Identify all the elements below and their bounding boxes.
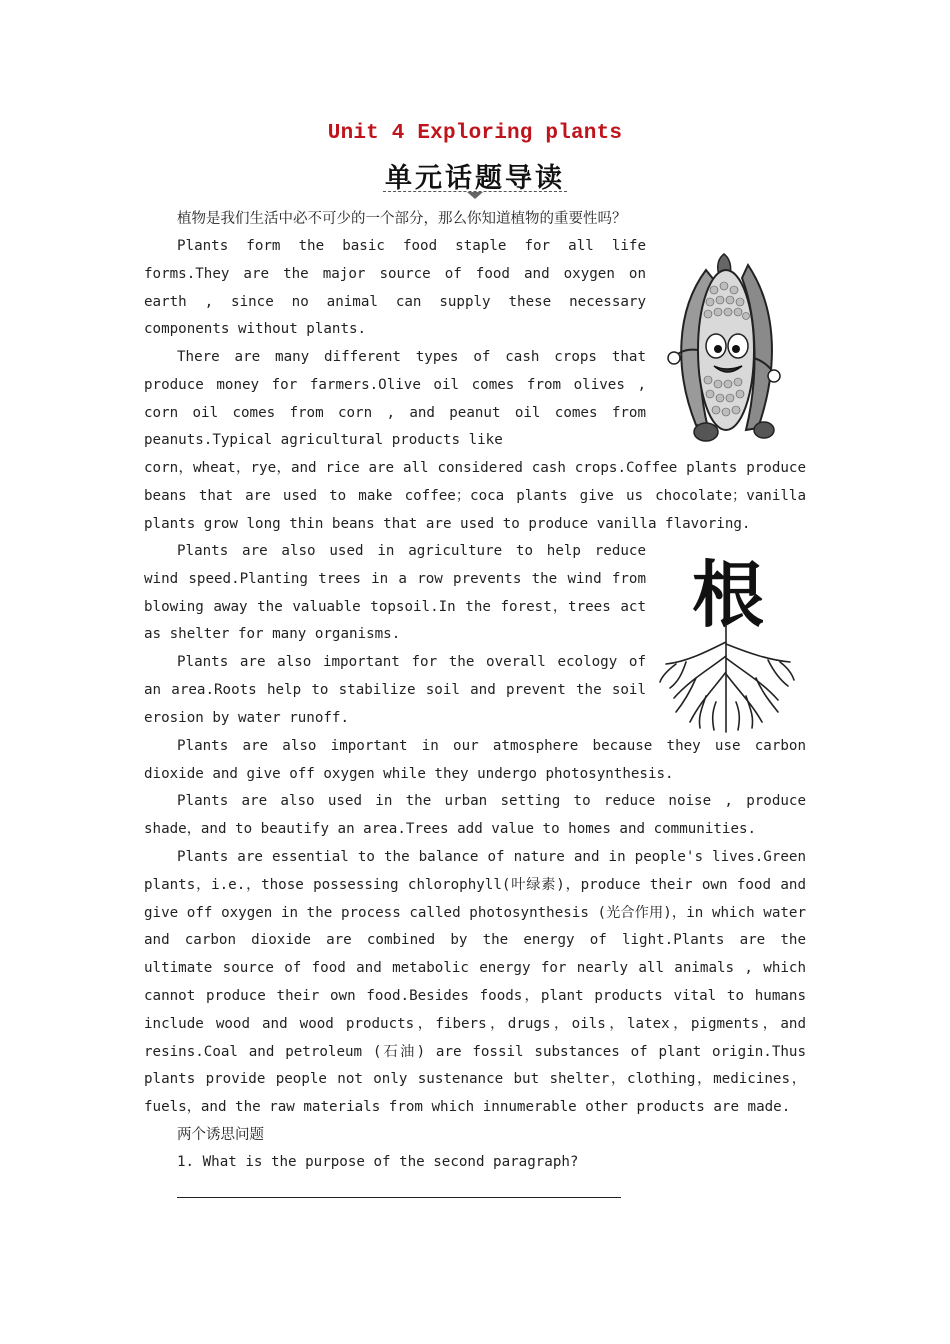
section-heading-text: 单元话题导读	[385, 163, 565, 194]
paragraph-7: Plants are essential to the balance of nature and in people's lives.Green plants，i.e.，those possessing chlorophyll(叶绿素)，produce their own food and give off oxygen in the process called photosynthesis (光合作用)，in which water and carbon dioxide are combined by the energy of light.Plants are the ultimate source of food and metabolic energy for nearly all animals , which cannot produce their own food.Besides foods，plant products vital to humans include wood and wood products，fibers，drugs，oils，latex，pigments，and resins.Coal and petroleum (石油) are fossil substances of plant origin.Thus plants provide people not only sustenance but shelter，clothing，medicines，fuels，and the raw materials from which innumerable other products are made.	[144, 849, 806, 1116]
paragraph-5: Plants are also important in our atmosphere because they use carbon dioxide and give off oxygen while they undergo photosynthesis.	[144, 738, 806, 782]
paragraph-1: Plants form the basic food staple for all life forms.They are the major source of food and oxygen on earth , since no animal can supply these necessary components without plants.	[144, 238, 646, 338]
paragraph-3: Plants are also used in agriculture to help reduce wind speed.Planting trees in a row prevents the wind from blowing away the valuable topsoil.In the forest，trees act as shelter for many organisms.	[144, 543, 646, 643]
paragraph-2-top: There are many different types of cash crops that produce money for farmers.Olive oil comes from olives , corn oil comes from corn , and peanut oil comes from peanuts.Typical agricultural products like	[144, 349, 646, 449]
paragraph-4: Plants are also important for the overall ecology of an area.Roots help to stabilize soil and prevent the soil erosion by water runoff.	[144, 654, 646, 726]
corn-cartoon-icon	[666, 250, 786, 446]
unit-title: Unit 4 Exploring plants	[327, 122, 623, 145]
paragraph-6: Plants are also used in the urban setting to reduce noise , produce shade，and to beautify an area.Trees add value to homes and communities.	[144, 793, 806, 837]
root-glyph: 根	[691, 553, 765, 637]
heading-arrow-icon	[467, 192, 483, 199]
root-character-icon	[656, 552, 798, 734]
question-1: 1. What is the purpose of the second paragraph?	[177, 1154, 579, 1170]
intro-question: 植物是我们生活中必不可少的一个部分，那么你知道植物的重要性吗？	[177, 211, 627, 227]
paragraph-2-bottom: corn，wheat，rye，and rice are all considered cash crops.Coffee plants produce beans that are used to make coffee；coca plants give us chocolate；vanilla plants grow long thin beans that are used to produce vanilla flavoring.	[144, 460, 806, 532]
answer-line[interactable]	[177, 1197, 621, 1198]
questions-heading: 两个诱思问题	[177, 1127, 264, 1143]
section-heading	[383, 156, 567, 195]
